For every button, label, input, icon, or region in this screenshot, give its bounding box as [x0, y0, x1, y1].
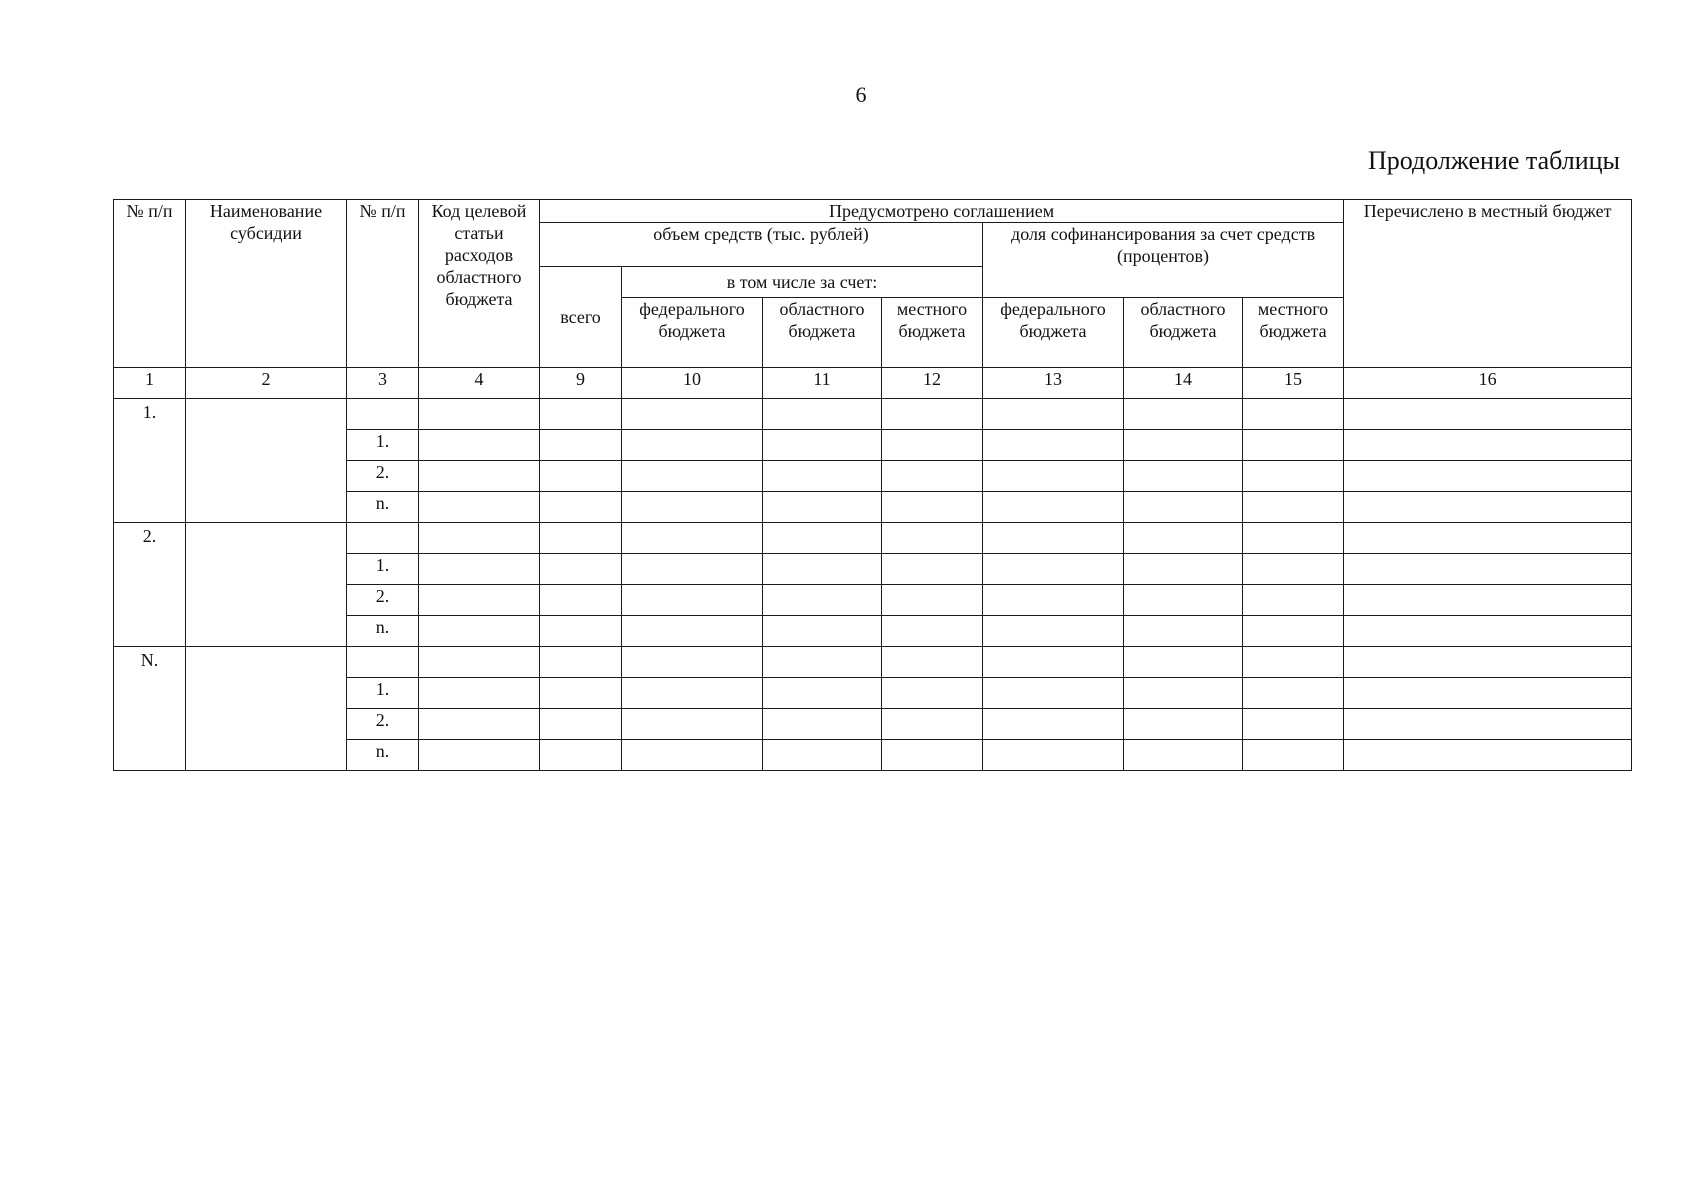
- empty-cell: [540, 492, 622, 523]
- empty-cell: [1344, 647, 1632, 678]
- empty-cell: [882, 616, 983, 647]
- empty-cell: [882, 554, 983, 585]
- header-federal-share: федерального бюджета: [983, 298, 1124, 368]
- empty-cell: [983, 492, 1124, 523]
- empty-cell: [419, 585, 540, 616]
- empty-cell: [983, 399, 1124, 430]
- header-volume: объем средств (тыс. рублей): [540, 223, 983, 267]
- subsidy-table: [113, 199, 1632, 771]
- empty-cell: [419, 554, 540, 585]
- empty-cell: [763, 430, 882, 461]
- column-number-cell: 16: [1344, 368, 1632, 399]
- sub-number: [347, 647, 419, 678]
- empty-cell: [1124, 585, 1243, 616]
- empty-cell: [540, 678, 622, 709]
- empty-cell: [540, 399, 622, 430]
- empty-cell: [882, 492, 983, 523]
- empty-cell: [419, 740, 540, 771]
- empty-cell: [419, 492, 540, 523]
- empty-cell: [1124, 492, 1243, 523]
- header-total: всего: [540, 267, 622, 368]
- sub-number: 1.: [347, 554, 419, 585]
- subsidy-name-cell: [186, 399, 347, 523]
- empty-cell: [1243, 492, 1344, 523]
- continuation-title: Продолжение таблицы: [1368, 146, 1620, 175]
- empty-cell: [1243, 647, 1344, 678]
- empty-cell: [1344, 523, 1632, 554]
- empty-cell: [1124, 740, 1243, 771]
- header-cofinancing-share: доля софинансирования за счет средств (процентов): [983, 223, 1344, 298]
- sub-number: 1.: [347, 430, 419, 461]
- empty-cell: [540, 647, 622, 678]
- empty-cell: [983, 585, 1124, 616]
- subsidy-name-cell: [186, 647, 347, 771]
- empty-cell: [1344, 709, 1632, 740]
- empty-cell: [622, 430, 763, 461]
- empty-cell: [882, 678, 983, 709]
- empty-cell: [419, 709, 540, 740]
- empty-cell: [882, 461, 983, 492]
- empty-cell: [1344, 430, 1632, 461]
- empty-cell: [622, 616, 763, 647]
- header-local-volume: местного бюджета: [882, 298, 983, 368]
- empty-cell: [983, 430, 1124, 461]
- subsidy-number: 2.: [114, 523, 186, 647]
- header-including: в том числе за счет:: [622, 267, 983, 298]
- empty-cell: [419, 678, 540, 709]
- empty-cell: [540, 554, 622, 585]
- empty-cell: [882, 740, 983, 771]
- empty-cell: [622, 709, 763, 740]
- empty-cell: [1243, 585, 1344, 616]
- empty-cell: [540, 461, 622, 492]
- header-federal-volume: федерального бюджета: [622, 298, 763, 368]
- empty-cell: [1344, 678, 1632, 709]
- empty-cell: [763, 740, 882, 771]
- column-number-cell: 13: [983, 368, 1124, 399]
- empty-cell: [1344, 585, 1632, 616]
- empty-cell: [622, 399, 763, 430]
- subsidy-number: 1.: [114, 399, 186, 523]
- table-row: [114, 523, 1632, 554]
- empty-cell: [1243, 523, 1344, 554]
- table-row: [114, 399, 1632, 430]
- empty-cell: [1344, 616, 1632, 647]
- column-number-cell: 14: [1124, 368, 1243, 399]
- empty-cell: [540, 523, 622, 554]
- empty-cell: [983, 461, 1124, 492]
- empty-cell: [1344, 740, 1632, 771]
- empty-cell: [540, 709, 622, 740]
- column-number-cell: 10: [622, 368, 763, 399]
- empty-cell: [763, 585, 882, 616]
- column-number-cell: 11: [763, 368, 882, 399]
- empty-cell: [1344, 492, 1632, 523]
- empty-cell: [882, 647, 983, 678]
- empty-cell: [882, 585, 983, 616]
- empty-cell: [419, 647, 540, 678]
- empty-cell: [1243, 399, 1344, 430]
- empty-cell: [763, 523, 882, 554]
- empty-cell: [540, 616, 622, 647]
- empty-cell: [983, 616, 1124, 647]
- empty-cell: [763, 678, 882, 709]
- empty-cell: [419, 461, 540, 492]
- header-regional-share: областного бюджета: [1124, 298, 1243, 368]
- empty-cell: [622, 461, 763, 492]
- empty-cell: [983, 554, 1124, 585]
- column-number-cell: 4: [419, 368, 540, 399]
- empty-cell: [882, 523, 983, 554]
- header-num: № п/п: [114, 200, 186, 368]
- column-number-cell: 1: [114, 368, 186, 399]
- sub-number: n.: [347, 492, 419, 523]
- column-number-cell: 2: [186, 368, 347, 399]
- empty-cell: [983, 740, 1124, 771]
- empty-cell: [419, 523, 540, 554]
- empty-cell: [763, 554, 882, 585]
- empty-cell: [1124, 647, 1243, 678]
- subsidy-number: N.: [114, 647, 186, 771]
- empty-cell: [1344, 399, 1632, 430]
- empty-cell: [622, 554, 763, 585]
- empty-cell: [882, 399, 983, 430]
- column-number-cell: 3: [347, 368, 419, 399]
- empty-cell: [1124, 523, 1243, 554]
- empty-cell: [763, 461, 882, 492]
- empty-cell: [1243, 554, 1344, 585]
- empty-cell: [1243, 678, 1344, 709]
- empty-cell: [1124, 399, 1243, 430]
- empty-cell: [1124, 616, 1243, 647]
- empty-cell: [622, 647, 763, 678]
- empty-cell: [419, 616, 540, 647]
- empty-cell: [1243, 740, 1344, 771]
- empty-cell: [763, 399, 882, 430]
- empty-cell: [882, 430, 983, 461]
- table-row: [114, 647, 1632, 678]
- header-agreement: Предусмотрено соглашением: [540, 200, 1344, 223]
- sub-number: 2.: [347, 461, 419, 492]
- empty-cell: [1124, 554, 1243, 585]
- empty-cell: [540, 430, 622, 461]
- column-number-cell: 9: [540, 368, 622, 399]
- empty-cell: [1124, 430, 1243, 461]
- column-number-cell: 12: [882, 368, 983, 399]
- empty-cell: [1243, 616, 1344, 647]
- empty-cell: [983, 523, 1124, 554]
- header-regional-volume: областного бюджета: [763, 298, 882, 368]
- empty-cell: [1124, 461, 1243, 492]
- sub-number: [347, 399, 419, 430]
- empty-cell: [1344, 461, 1632, 492]
- empty-cell: [419, 399, 540, 430]
- empty-cell: [1124, 678, 1243, 709]
- empty-cell: [622, 678, 763, 709]
- empty-cell: [763, 709, 882, 740]
- sub-number: [347, 523, 419, 554]
- sub-number: n.: [347, 616, 419, 647]
- page-number: 6: [855, 82, 867, 107]
- empty-cell: [419, 430, 540, 461]
- column-number-cell: 15: [1243, 368, 1344, 399]
- empty-cell: [622, 585, 763, 616]
- empty-cell: [763, 492, 882, 523]
- sub-number: 2.: [347, 585, 419, 616]
- empty-cell: [1243, 461, 1344, 492]
- empty-cell: [1243, 709, 1344, 740]
- empty-cell: [1124, 709, 1243, 740]
- empty-cell: [983, 647, 1124, 678]
- empty-cell: [622, 523, 763, 554]
- empty-cell: [622, 740, 763, 771]
- sub-number: n.: [347, 740, 419, 771]
- empty-cell: [763, 616, 882, 647]
- empty-cell: [540, 740, 622, 771]
- empty-cell: [540, 585, 622, 616]
- header-local-share: местного бюджета: [1243, 298, 1344, 368]
- sub-number: 2.: [347, 709, 419, 740]
- empty-cell: [882, 709, 983, 740]
- header-budget-code: Код целевой статьи расходов областного бюджета: [419, 200, 540, 368]
- empty-cell: [622, 492, 763, 523]
- sub-number: 1.: [347, 678, 419, 709]
- header-transferred: Перечислено в местный бюджет: [1344, 200, 1632, 368]
- header-num-2: № п/п: [347, 200, 419, 368]
- empty-cell: [1344, 554, 1632, 585]
- empty-cell: [983, 678, 1124, 709]
- column-number-row: [114, 368, 1632, 399]
- subsidy-name-cell: [186, 523, 347, 647]
- header-subsidy-name: Наименование субсидии: [186, 200, 347, 368]
- empty-cell: [1243, 430, 1344, 461]
- empty-cell: [983, 709, 1124, 740]
- empty-cell: [763, 647, 882, 678]
